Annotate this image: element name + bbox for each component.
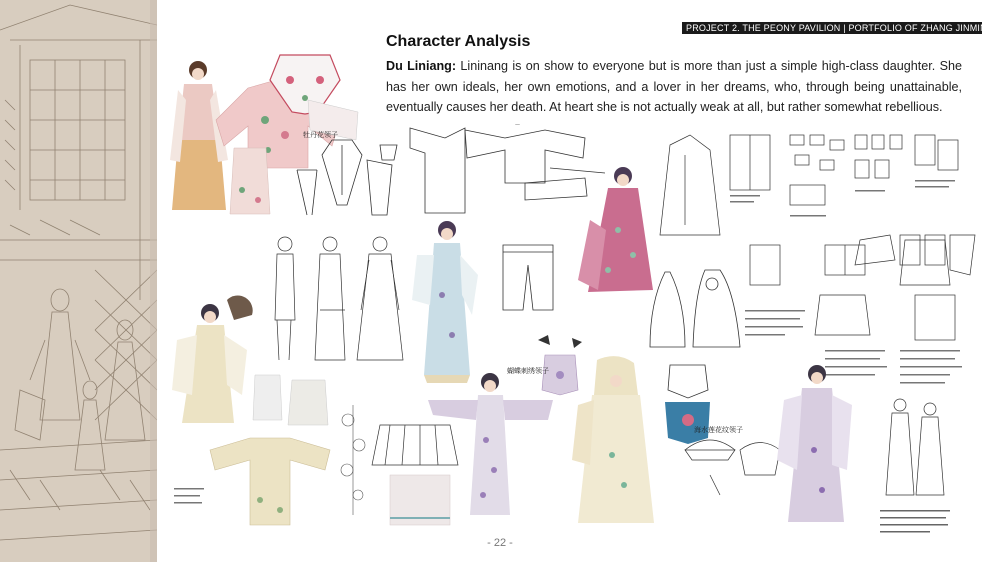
page-number: - 22 - [487, 537, 513, 549]
page-title: Character Analysis [386, 33, 531, 50]
butterfly-collar-label: 蝴蝶刺绣领子 [507, 367, 549, 375]
performer-figure-butterfly-robe [428, 370, 558, 530]
peach-skirt-photo [230, 148, 270, 214]
cream-long-jacket-photo [205, 430, 335, 530]
performer-figure-light-blue [412, 215, 482, 385]
caption-note-right [880, 508, 960, 538]
hooded-cape-sketches [645, 262, 745, 352]
small-handwritten-note [172, 480, 212, 520]
description-text: Lininang is on show to everyone but is more than just a simple high-class daughter. She has her own ideals, her own emotions, and a lover in her dreams, who, through being unattainable, eventually causes her death. At heart she is not actually weak at all, but rather somewhat rebellious. [386, 59, 963, 114]
running-title: PROJECT 2. THE PEONY PAVILION | PORTFOLIO OF ZHANG JINMING [686, 23, 994, 33]
pants-pattern-sketch [498, 240, 558, 315]
performer-figure-cream-fan [172, 295, 262, 430]
decorative-etching-panel [0, 0, 157, 562]
couple-line-drawing [880, 395, 950, 505]
performer-figure-lavender-hooded [772, 360, 862, 530]
floral-line-sketch [333, 400, 373, 520]
line-sketch-collar-pants [292, 135, 402, 220]
character-name: Du Liniang: [386, 59, 457, 73]
cream-vest-skirt-photos [250, 370, 330, 430]
etching-illustration [0, 0, 157, 562]
sea-lotus-collar-label: 海水莲花纹领子 [694, 426, 743, 434]
performer-figure-hooded-cream [572, 355, 662, 530]
character-description [386, 56, 962, 118]
peony-collar-label: 牡丹花领子 [303, 131, 338, 139]
figure-line-drawings [265, 230, 415, 370]
performer-figure-pink [170, 61, 228, 210]
svg-text:—: — [515, 122, 520, 128]
